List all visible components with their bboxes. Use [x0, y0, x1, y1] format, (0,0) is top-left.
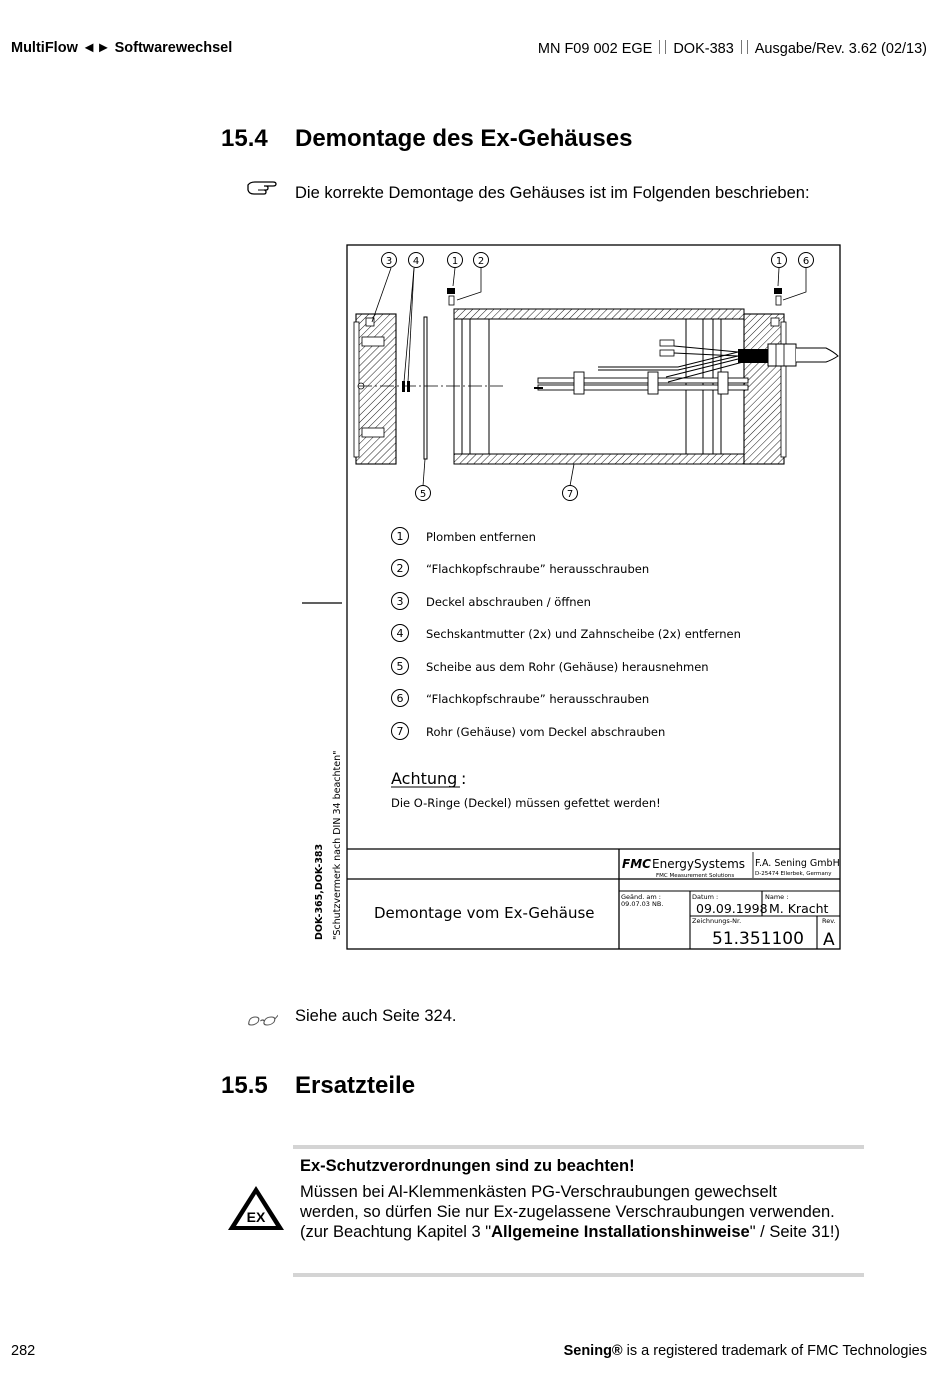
- svg-text::: :: [461, 769, 467, 788]
- callout-1-right: [772, 253, 787, 268]
- attention-text: Die O-Ringe (Deckel) müssen gefettet werden!: [391, 796, 661, 810]
- changed-value: 09.07.03 NB.: [621, 900, 664, 908]
- footer-brand: Sening®: [563, 1343, 623, 1359]
- changed-label: Geänd. am :: [621, 893, 661, 901]
- section-title: Demontage des Ex-Gehäuses: [295, 125, 633, 152]
- rev-value: A: [823, 930, 835, 950]
- step-text: “Flachkopfschraube” herausschrauben: [426, 692, 650, 706]
- svg-text:6: 6: [396, 692, 404, 705]
- callout-label: 2: [477, 256, 485, 267]
- cover-right: [744, 314, 784, 464]
- callout-4: [409, 253, 424, 268]
- svg-text:EnergySystems: EnergySystems: [652, 857, 746, 871]
- step-text: Rohr (Gehäuse) vom Deckel abschrauben: [426, 725, 666, 739]
- svg-text:2: 2: [396, 562, 404, 575]
- callout-3: [382, 253, 397, 268]
- side-note-dok: DOK-365,DOK-383: [314, 843, 325, 940]
- company-address: D-25474 Ellerbek, Germany: [755, 871, 832, 877]
- ex-warning-icon: [226, 1184, 286, 1232]
- see-also-text: Siehe auch Seite 324.: [295, 1007, 457, 1025]
- company-logo: [622, 857, 745, 879]
- company-name-2: F.A. Sening GmbH: [755, 858, 840, 869]
- rev-label: Rev.: [822, 917, 836, 925]
- step-item: [392, 658, 709, 675]
- step-item: [392, 625, 741, 642]
- technical-drawing: [298, 222, 868, 962]
- header-dok: DOK-383: [673, 41, 734, 57]
- warning-title: Ex-Schutzverordnungen sind zu beachten!: [300, 1157, 635, 1175]
- ex-icon-label: EX: [246, 1209, 266, 1225]
- header-separator: [659, 40, 666, 54]
- step-item: [392, 723, 666, 740]
- warning-text-bold: Allgemeine Installationshinweise: [491, 1223, 750, 1241]
- warning-text: Müssen bei Al-Klemmenkästen PG-Verschraubungen gewechselt werden, so dürfen Sie nur Ex-zugelassene Verschraubungen verwenden. (zur Beachtung Kapitel 3 "Allgemeine Installationshinweise" / Seite 31!): [300, 1183, 840, 1241]
- step-item: [392, 690, 650, 707]
- name-value: M. Kracht: [769, 901, 829, 916]
- warning-box: [293, 1145, 864, 1277]
- callout-label: 1: [775, 256, 783, 267]
- name-label: Name :: [765, 893, 789, 901]
- callout-label: 5: [419, 489, 427, 500]
- section-number: 15.4: [221, 125, 268, 152]
- date-label: Datum :: [692, 893, 719, 901]
- attention-title: Achtung: [391, 769, 458, 788]
- drawing-number-value: 51.351100: [712, 929, 804, 949]
- footer-trademark: Sening® is a registered trademark of FMC Technologies: [563, 1343, 927, 1359]
- callout-label: 6: [802, 256, 810, 267]
- header-doc-info: [538, 40, 927, 57]
- svg-text:1: 1: [396, 530, 404, 543]
- glasses-icon: [246, 1011, 278, 1027]
- callout-label: 7: [566, 489, 574, 500]
- step-item: [392, 560, 650, 577]
- side-note-protection: "Schutzvermerk nach DIN 34 beachten": [332, 750, 343, 940]
- drawing-title: Demontage vom Ex-Gehäuse: [374, 904, 595, 922]
- page-number: 282: [11, 1343, 36, 1359]
- step-text: Sechskantmutter (2x) und Zahnscheibe (2x) entfernen: [426, 627, 741, 641]
- header-doc-number: MN F09 002 EGE: [537, 41, 653, 57]
- header-title: MultiFlow ◄► Softwarewechsel: [11, 40, 233, 56]
- step-text: Scheibe aus dem Rohr (Gehäuse) herausnehmen: [426, 660, 709, 674]
- svg-text:FMC: FMC: [622, 857, 651, 871]
- date-value: 09.09.1998: [696, 901, 768, 916]
- drawing-number-label: Zeichnungs-Nr.: [692, 917, 742, 925]
- step-item: [392, 593, 591, 610]
- step-text: Deckel abschrauben / öffnen: [426, 595, 591, 609]
- section-title: Ersatzteile: [295, 1072, 416, 1099]
- callout-6: [799, 253, 814, 268]
- callout-5: [416, 486, 431, 501]
- step-item: [392, 528, 536, 545]
- callout-1: [448, 253, 463, 268]
- header-separator: [741, 40, 748, 54]
- callout-label: 1: [451, 256, 459, 267]
- step-text: “Flachkopfschraube” herausschrauben: [426, 562, 650, 576]
- svg-text:3: 3: [396, 595, 404, 608]
- callout-label: 3: [385, 256, 393, 267]
- callout-label: 4: [412, 256, 420, 267]
- svg-text:4: 4: [396, 627, 404, 640]
- callout-7: [563, 486, 578, 501]
- svg-text:FMC Measurement Solutions: FMC Measurement Solutions: [656, 873, 735, 879]
- step-list: [392, 528, 741, 740]
- section-number: 15.5: [221, 1072, 268, 1099]
- intro-text: Die korrekte Demontage des Gehäuses ist im Folgenden beschrieben:: [295, 184, 810, 202]
- pointing-hand-icon: [246, 176, 278, 196]
- step-text: Plomben entfernen: [426, 530, 536, 544]
- callout-2: [474, 253, 489, 268]
- svg-text:7: 7: [396, 725, 404, 738]
- header-revision: Ausgabe/Rev. 3.62 (02/13): [754, 41, 927, 57]
- svg-text:5: 5: [396, 660, 404, 673]
